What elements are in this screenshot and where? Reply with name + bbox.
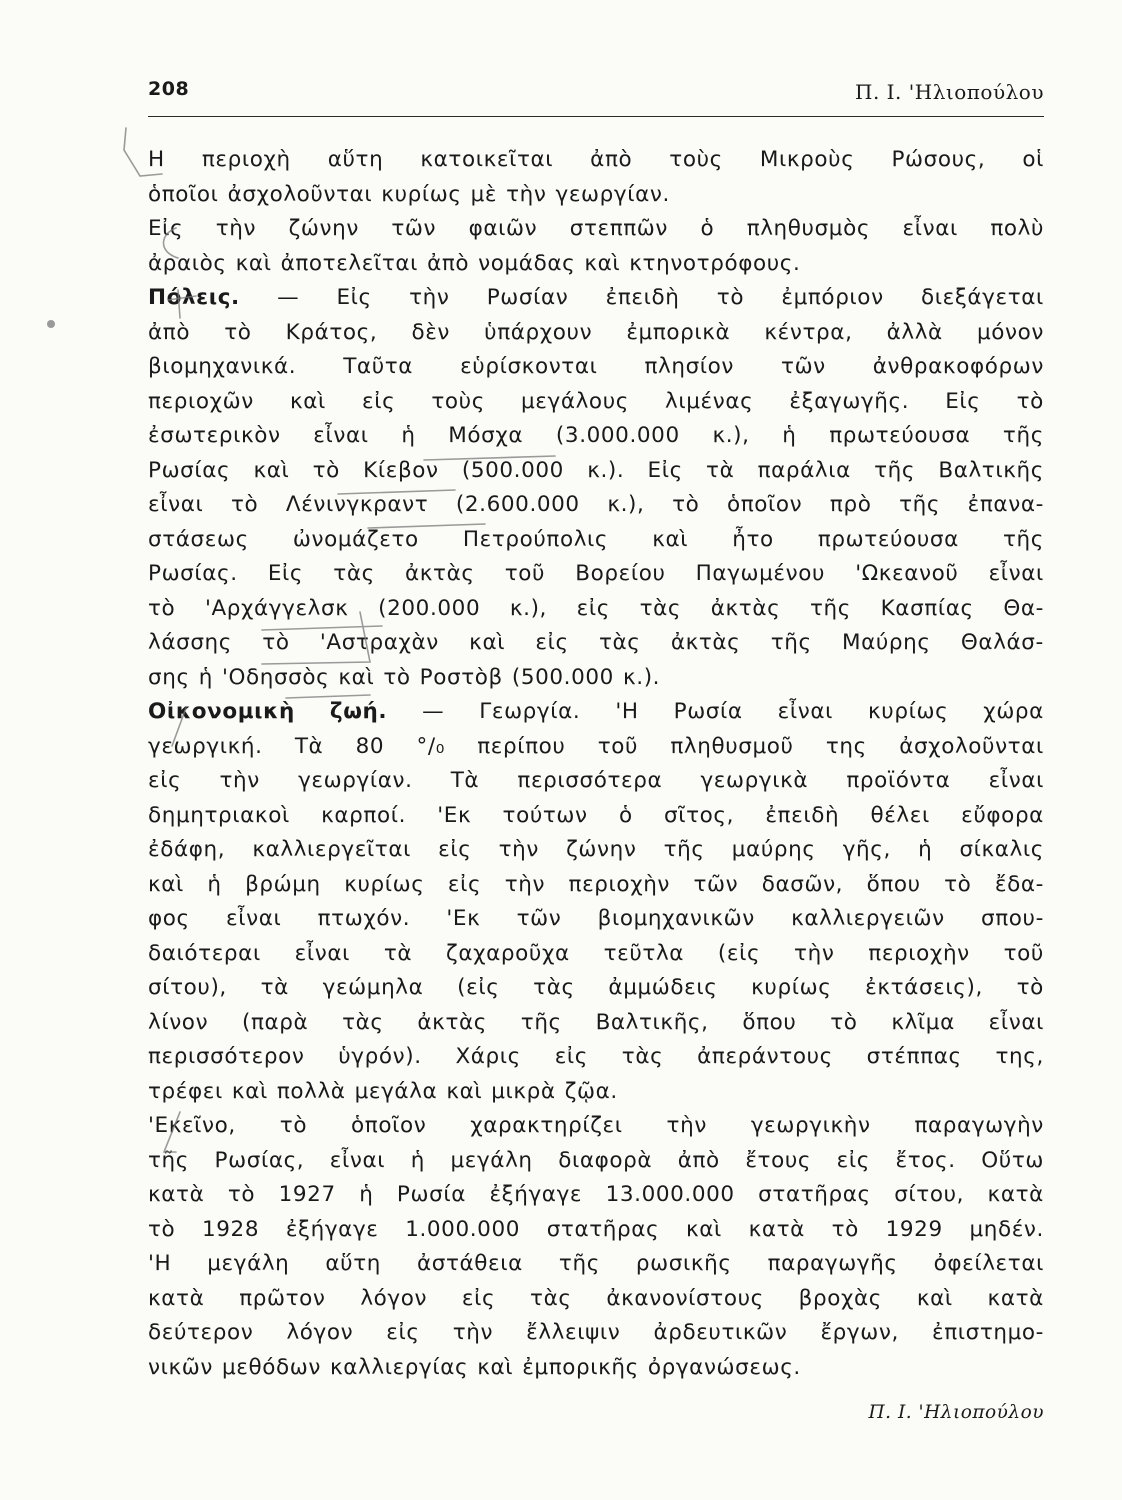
text-line: δεύτερον λόγον εἰς τὴν ἔλλειψιν ἀρδευτικῶν ἔργων, ἐπιστημο- bbox=[148, 1320, 1044, 1345]
text-line: φος εἶναι πτωχόν. 'Εκ τῶν βιομηχανικῶν καλλιεργειῶν σπου- bbox=[148, 906, 1044, 931]
text-line: σίτου), τὰ γεώμηλα (εἰς τὰς ἀμμώδεις κυρίως ἐκτάσεις), τὸ bbox=[148, 975, 1044, 1000]
text-line: 'Η μεγάλη αὕτη ἀστάθεια τῆς ρωσικῆς παραγωγῆς ὀφείλεται bbox=[148, 1251, 1044, 1276]
text-line: τρέφει καὶ πολλὰ μεγάλα καὶ μικρὰ ζῷα. bbox=[148, 1078, 618, 1104]
paper-speck bbox=[47, 320, 55, 328]
text-line: γεωργική. Τὰ 80 °/₀ περίπου τοῦ πληθυσμοῦ της ἀσχολοῦνται bbox=[148, 733, 1044, 759]
text-line: κατὰ τὸ 1927 ἡ Ρωσία ἐξήγαγε 13.000.000 στατῆρας σίτου, κατὰ bbox=[148, 1182, 1044, 1207]
header-rule bbox=[148, 116, 1044, 117]
text-line: εἶναι τὸ Λένινγκραντ (2.600.000 κ.), τὸ ὁποῖον πρὸ τῆς ἐπανα- bbox=[148, 492, 1044, 517]
text-line: τὸ 1928 ἐξήγαγε 1.000.000 στατῆρας καὶ κατὰ τὸ 1929 μηδέν. bbox=[148, 1216, 1044, 1242]
text-line: Πόλεις. — Εἰς τὴν Ρωσίαν ἐπειδὴ τὸ ἐμπόριον διεξάγεται bbox=[148, 285, 1044, 310]
page-header bbox=[148, 78, 1044, 112]
text-line: σης ἡ 'Οδησσὸς καὶ τὸ Ροστὸβ (500.000 κ.). bbox=[148, 664, 661, 690]
text-line: ἐσωτερικὸν εἶναι ἡ Μόσχα (3.000.000 κ.), ἡ πρωτεύουσα τῆς bbox=[148, 423, 1044, 448]
text-line: ἀπὸ τὸ Κράτος, δὲν ὑπάρχουν ἐμπορικὰ κέντρα, ἀλλὰ μόνον bbox=[148, 319, 1044, 345]
text-line: Η περιοχὴ αὕτη κατοικεῖται ἀπὸ τοὺς Μικροὺς Ρώσους, οἱ bbox=[148, 147, 1044, 172]
text-line: δαιότεραι εἶναι τὰ ζαχαροῦχα τεῦτλα (εἰς τὴν περιοχὴν τοῦ bbox=[148, 940, 1044, 966]
author-signature: Π. Ι. 'Ηλιοπούλου bbox=[868, 1402, 1044, 1423]
text-line: ἐδάφη, καλλιεργεῖται εἰς τὴν ζώνην τῆς μαύρης γῆς, ἡ σίκαλις bbox=[148, 837, 1044, 862]
text-line: λίνον (παρὰ τὰς ἀκτὰς τῆς Βαλτικῆς, ὅπου τὸ κλῖμα εἶναι bbox=[148, 1009, 1044, 1035]
text-line: δημητριακοὶ καρποί. 'Εκ τούτων ὁ σῖτος, ἐπειδὴ θέλει εὔφορα bbox=[148, 802, 1044, 828]
text-line: Εἰς τὴν ζώνην τῶν φαιῶν στεππῶν ὁ πληθυσμὸς εἶναι πολὺ bbox=[148, 216, 1044, 241]
page-number: 208 bbox=[148, 78, 190, 100]
text-line: τῆς Ρωσίας, εἶναι ἡ μεγάλη διαφορὰ ἀπὸ ἔτους εἰς ἔτος. Οὕτω bbox=[148, 1147, 1044, 1173]
text-line: νικῶν μεθόδων καλλιεργίας καὶ ἐμπορικῆς ὀργανώσεως. bbox=[148, 1354, 801, 1380]
body-text bbox=[148, 143, 1044, 1385]
text-line: λάσσης τὸ 'Αστραχὰν καὶ εἰς τὰς ἀκτὰς τῆς Μαύρης Θαλάσ- bbox=[148, 630, 1044, 655]
text-line: καὶ ἡ βρώμη κυρίως εἰς τὴν περιοχὴν τῶν δασῶν, ὅπου τὸ ἔδα- bbox=[148, 871, 1044, 897]
text-line: Ρωσίας καὶ τὸ Κίεβον (500.000 κ.). Εἰς τὰ παράλια τῆς Βαλτικῆς bbox=[148, 457, 1044, 483]
text-line: Οἰκονομικὴ ζωή. — Γεωργία. 'Η Ρωσία εἶναι κυρίως χώρα bbox=[148, 699, 1044, 724]
text-line: εἰς τὴν γεωργίαν. Τὰ περισσότερα γεωργικὰ προϊόντα εἶναι bbox=[148, 768, 1044, 793]
text-line: βιομηχανικά. Ταῦτα εὑρίσκονται πλησίον τῶν ἀνθρακοφόρων bbox=[148, 354, 1044, 379]
text-line: στάσεως ὠνομάζετο Πετρούπολις καὶ ἦτο πρωτεύουσα τῆς bbox=[148, 526, 1044, 552]
text-line: περισσότερον ὑγρόν). Χάρις εἰς τὰς ἀπεράντους στέππας της, bbox=[148, 1044, 1044, 1069]
running-head: Π. Ι. 'Ηλιοπούλου bbox=[855, 80, 1044, 104]
text-line: ὁποῖοι ἀσχολοῦνται κυρίως μὲ τὴν γεωργίαν. bbox=[148, 181, 670, 207]
text-line: ἀραιὸς καὶ ἀποτελεῖται ἀπὸ νομάδας καὶ κτηνοτρόφους. bbox=[148, 250, 801, 276]
text-line: Ρωσίας. Εἰς τὰς ἀκτὰς τοῦ Βορείου Παγωμένου 'Ωκεανοῦ εἶναι bbox=[148, 561, 1044, 586]
text-line: τὸ 'Αρχάγγελσκ (200.000 κ.), εἰς τὰς ἀκτὰς τῆς Κασπίας Θα- bbox=[148, 595, 1044, 621]
text-line: περιοχῶν καὶ εἰς τοὺς μεγάλους λιμένας ἐξαγωγῆς. Εἰς τὸ bbox=[148, 388, 1044, 414]
text-line: 'Εκεῖνο, τὸ ὁποῖον χαρακτηρίζει τὴν γεωργικὴν παραγωγὴν bbox=[148, 1113, 1044, 1138]
text-line: κατὰ πρῶτον λόγον εἰς τὰς ἀκανονίστους βροχὰς καὶ κατὰ bbox=[148, 1285, 1044, 1311]
